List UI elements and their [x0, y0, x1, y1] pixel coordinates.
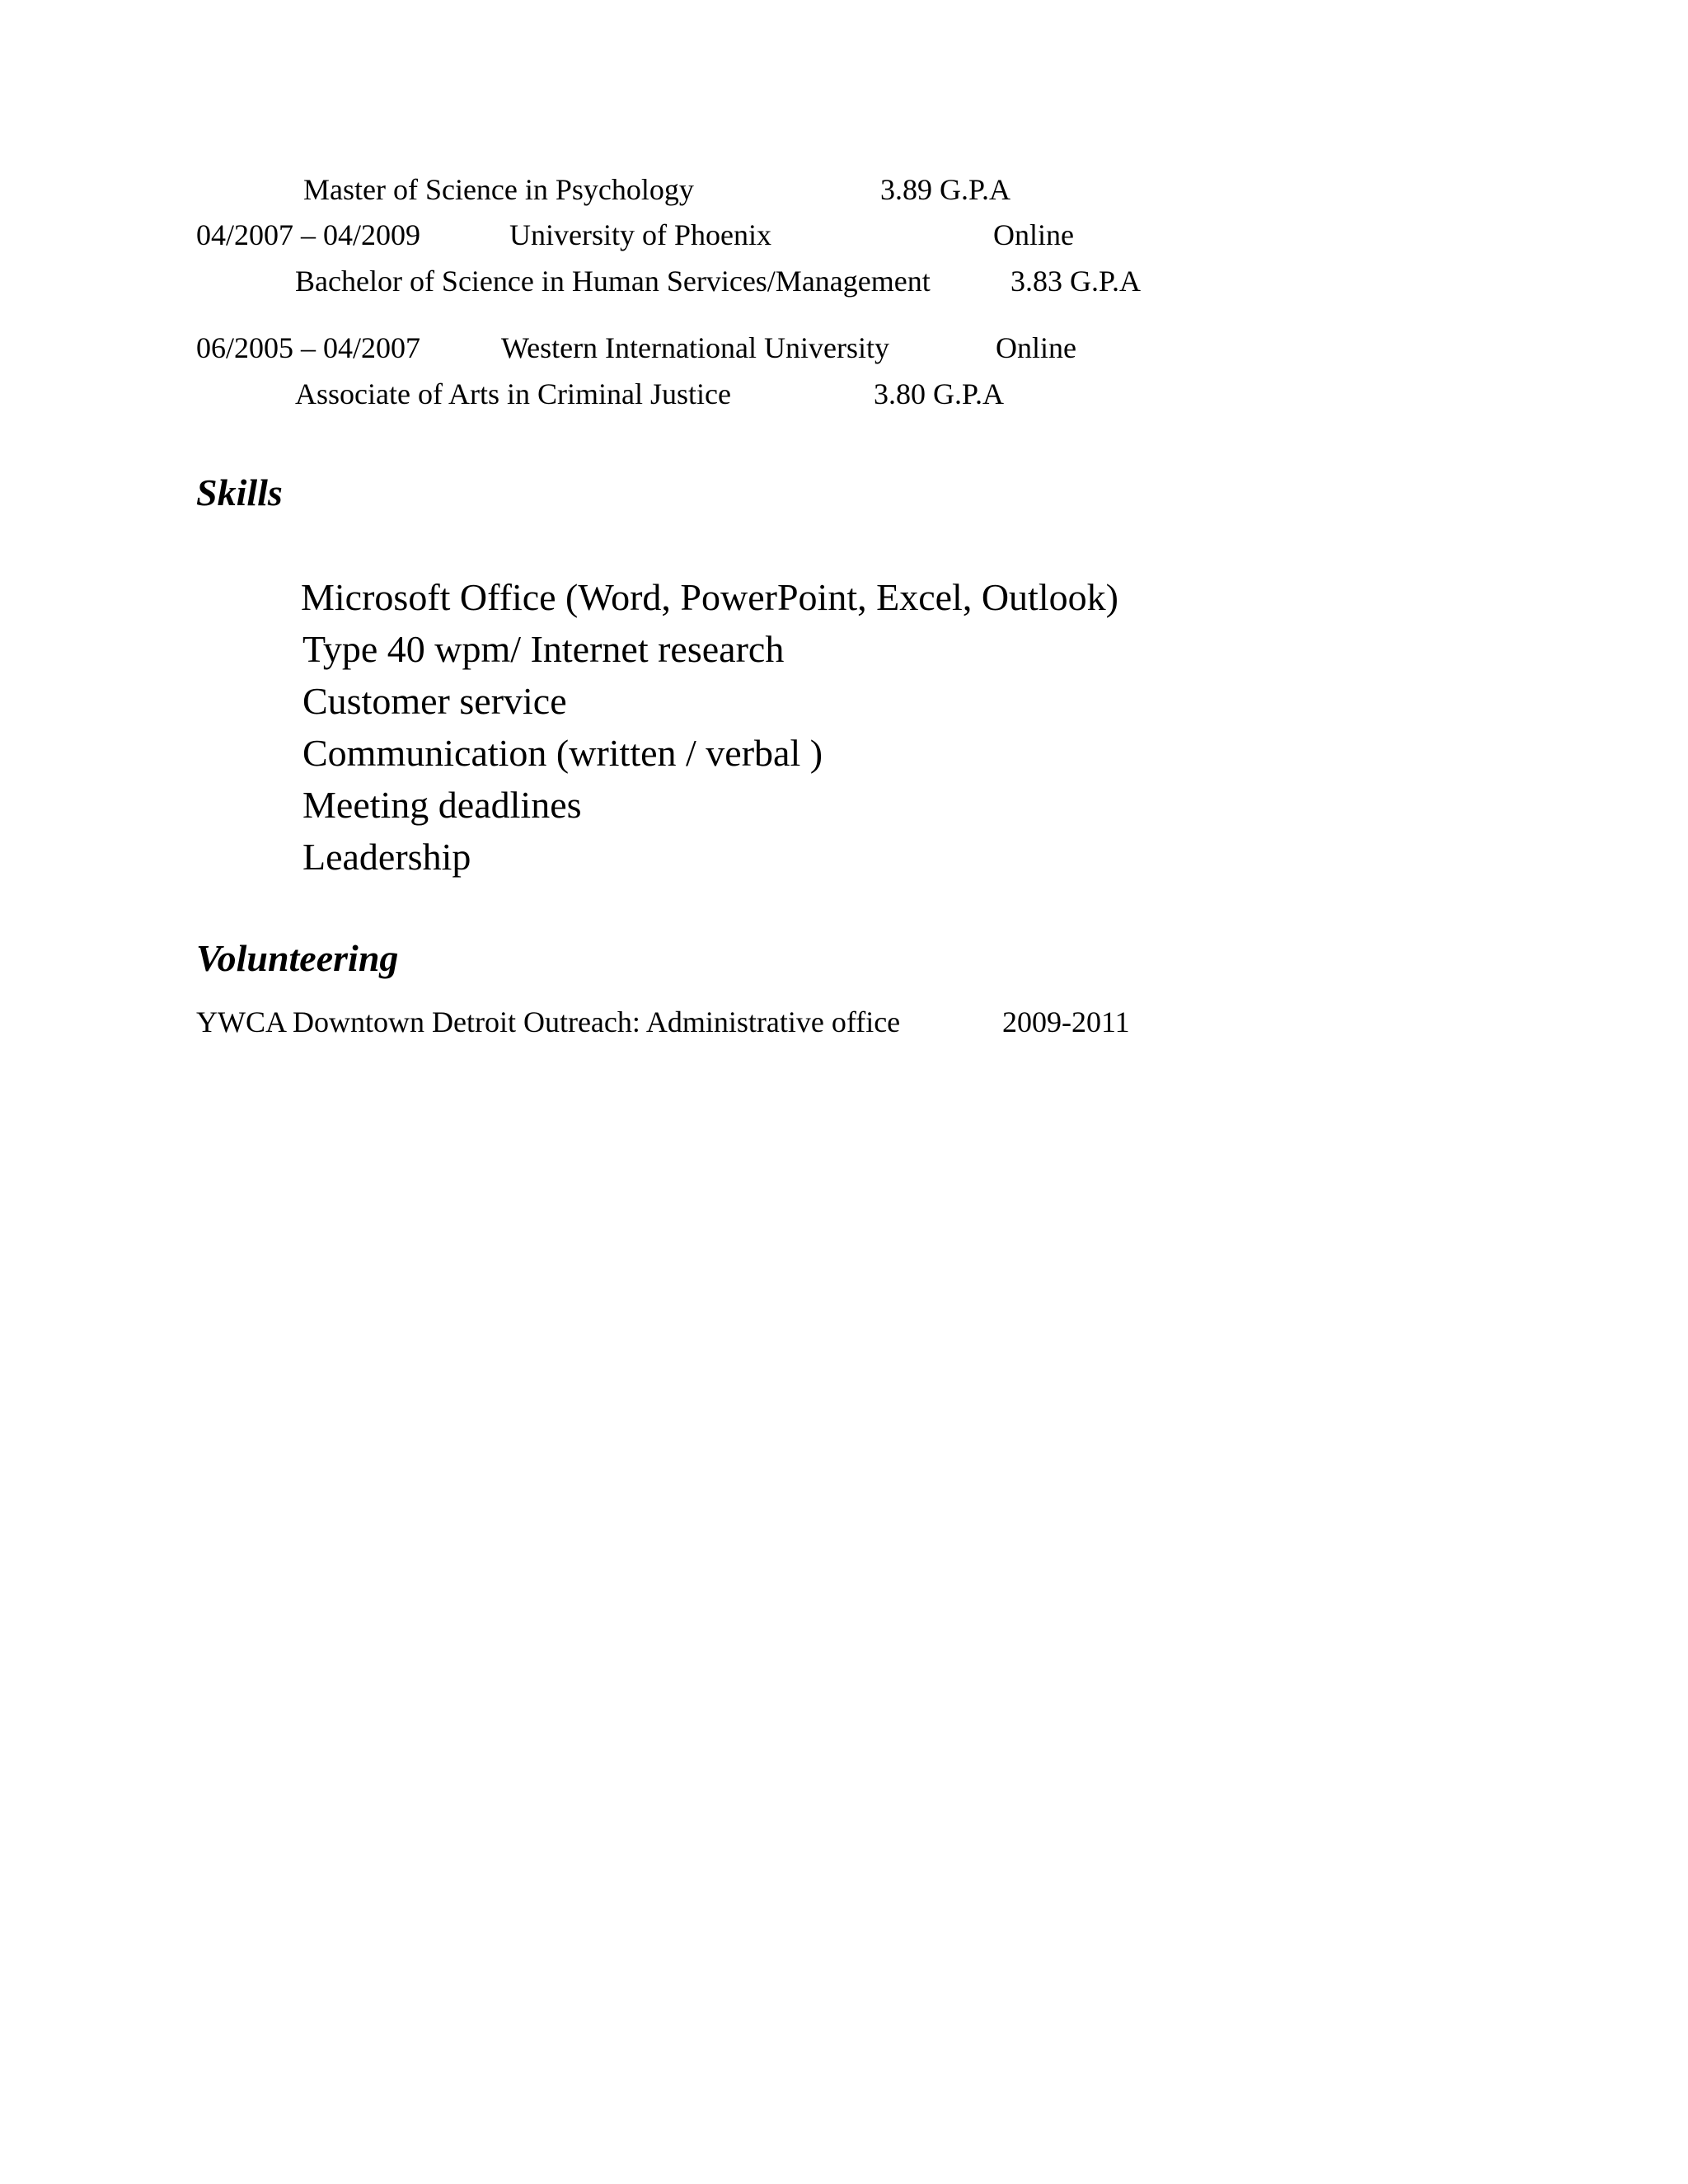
- associates-degree: Associate of Arts in Criminal Justice: [295, 377, 731, 410]
- skill-item-leadership: Leadership: [302, 836, 471, 878]
- skill-item-meeting-deadlines: Meeting deadlines: [302, 784, 582, 826]
- bachelors-gpa: 3.83 G.P.A: [1010, 265, 1142, 298]
- volunteering-heading: Volunteering: [196, 937, 399, 979]
- bachelors-mode: Online: [993, 218, 1074, 251]
- associates-school: Western International University: [501, 331, 889, 364]
- skill-item-microsoft-office: Microsoft Office (Word, PowerPoint, Excel, Outlook): [301, 576, 1118, 618]
- skills-heading: Skills: [196, 471, 283, 513]
- volunteering-years: 2009-2011: [1002, 1005, 1130, 1038]
- masters-gpa: 3.89 G.P.A: [880, 173, 1011, 206]
- volunteering-organization: YWCA Downtown Detroit Outreach: Administrative office: [196, 1005, 901, 1038]
- masters-degree: Master of Science in Psychology: [303, 173, 694, 206]
- skill-item-typing: Type 40 wpm/ Internet research: [302, 628, 785, 670]
- skill-item-customer-service: Customer service: [302, 680, 567, 722]
- associates-dates: 06/2005 – 04/2007: [196, 331, 421, 364]
- bachelors-school: University of Phoenix: [509, 218, 771, 251]
- skill-item-communication: Communication (written / verbal ): [302, 732, 823, 774]
- bachelors-dates: 04/2007 – 04/2009: [196, 218, 421, 251]
- bachelors-degree: Bachelor of Science in Human Services/Management: [295, 265, 931, 298]
- associates-gpa: 3.80 G.P.A: [874, 377, 1005, 410]
- associates-mode: Online: [996, 331, 1076, 364]
